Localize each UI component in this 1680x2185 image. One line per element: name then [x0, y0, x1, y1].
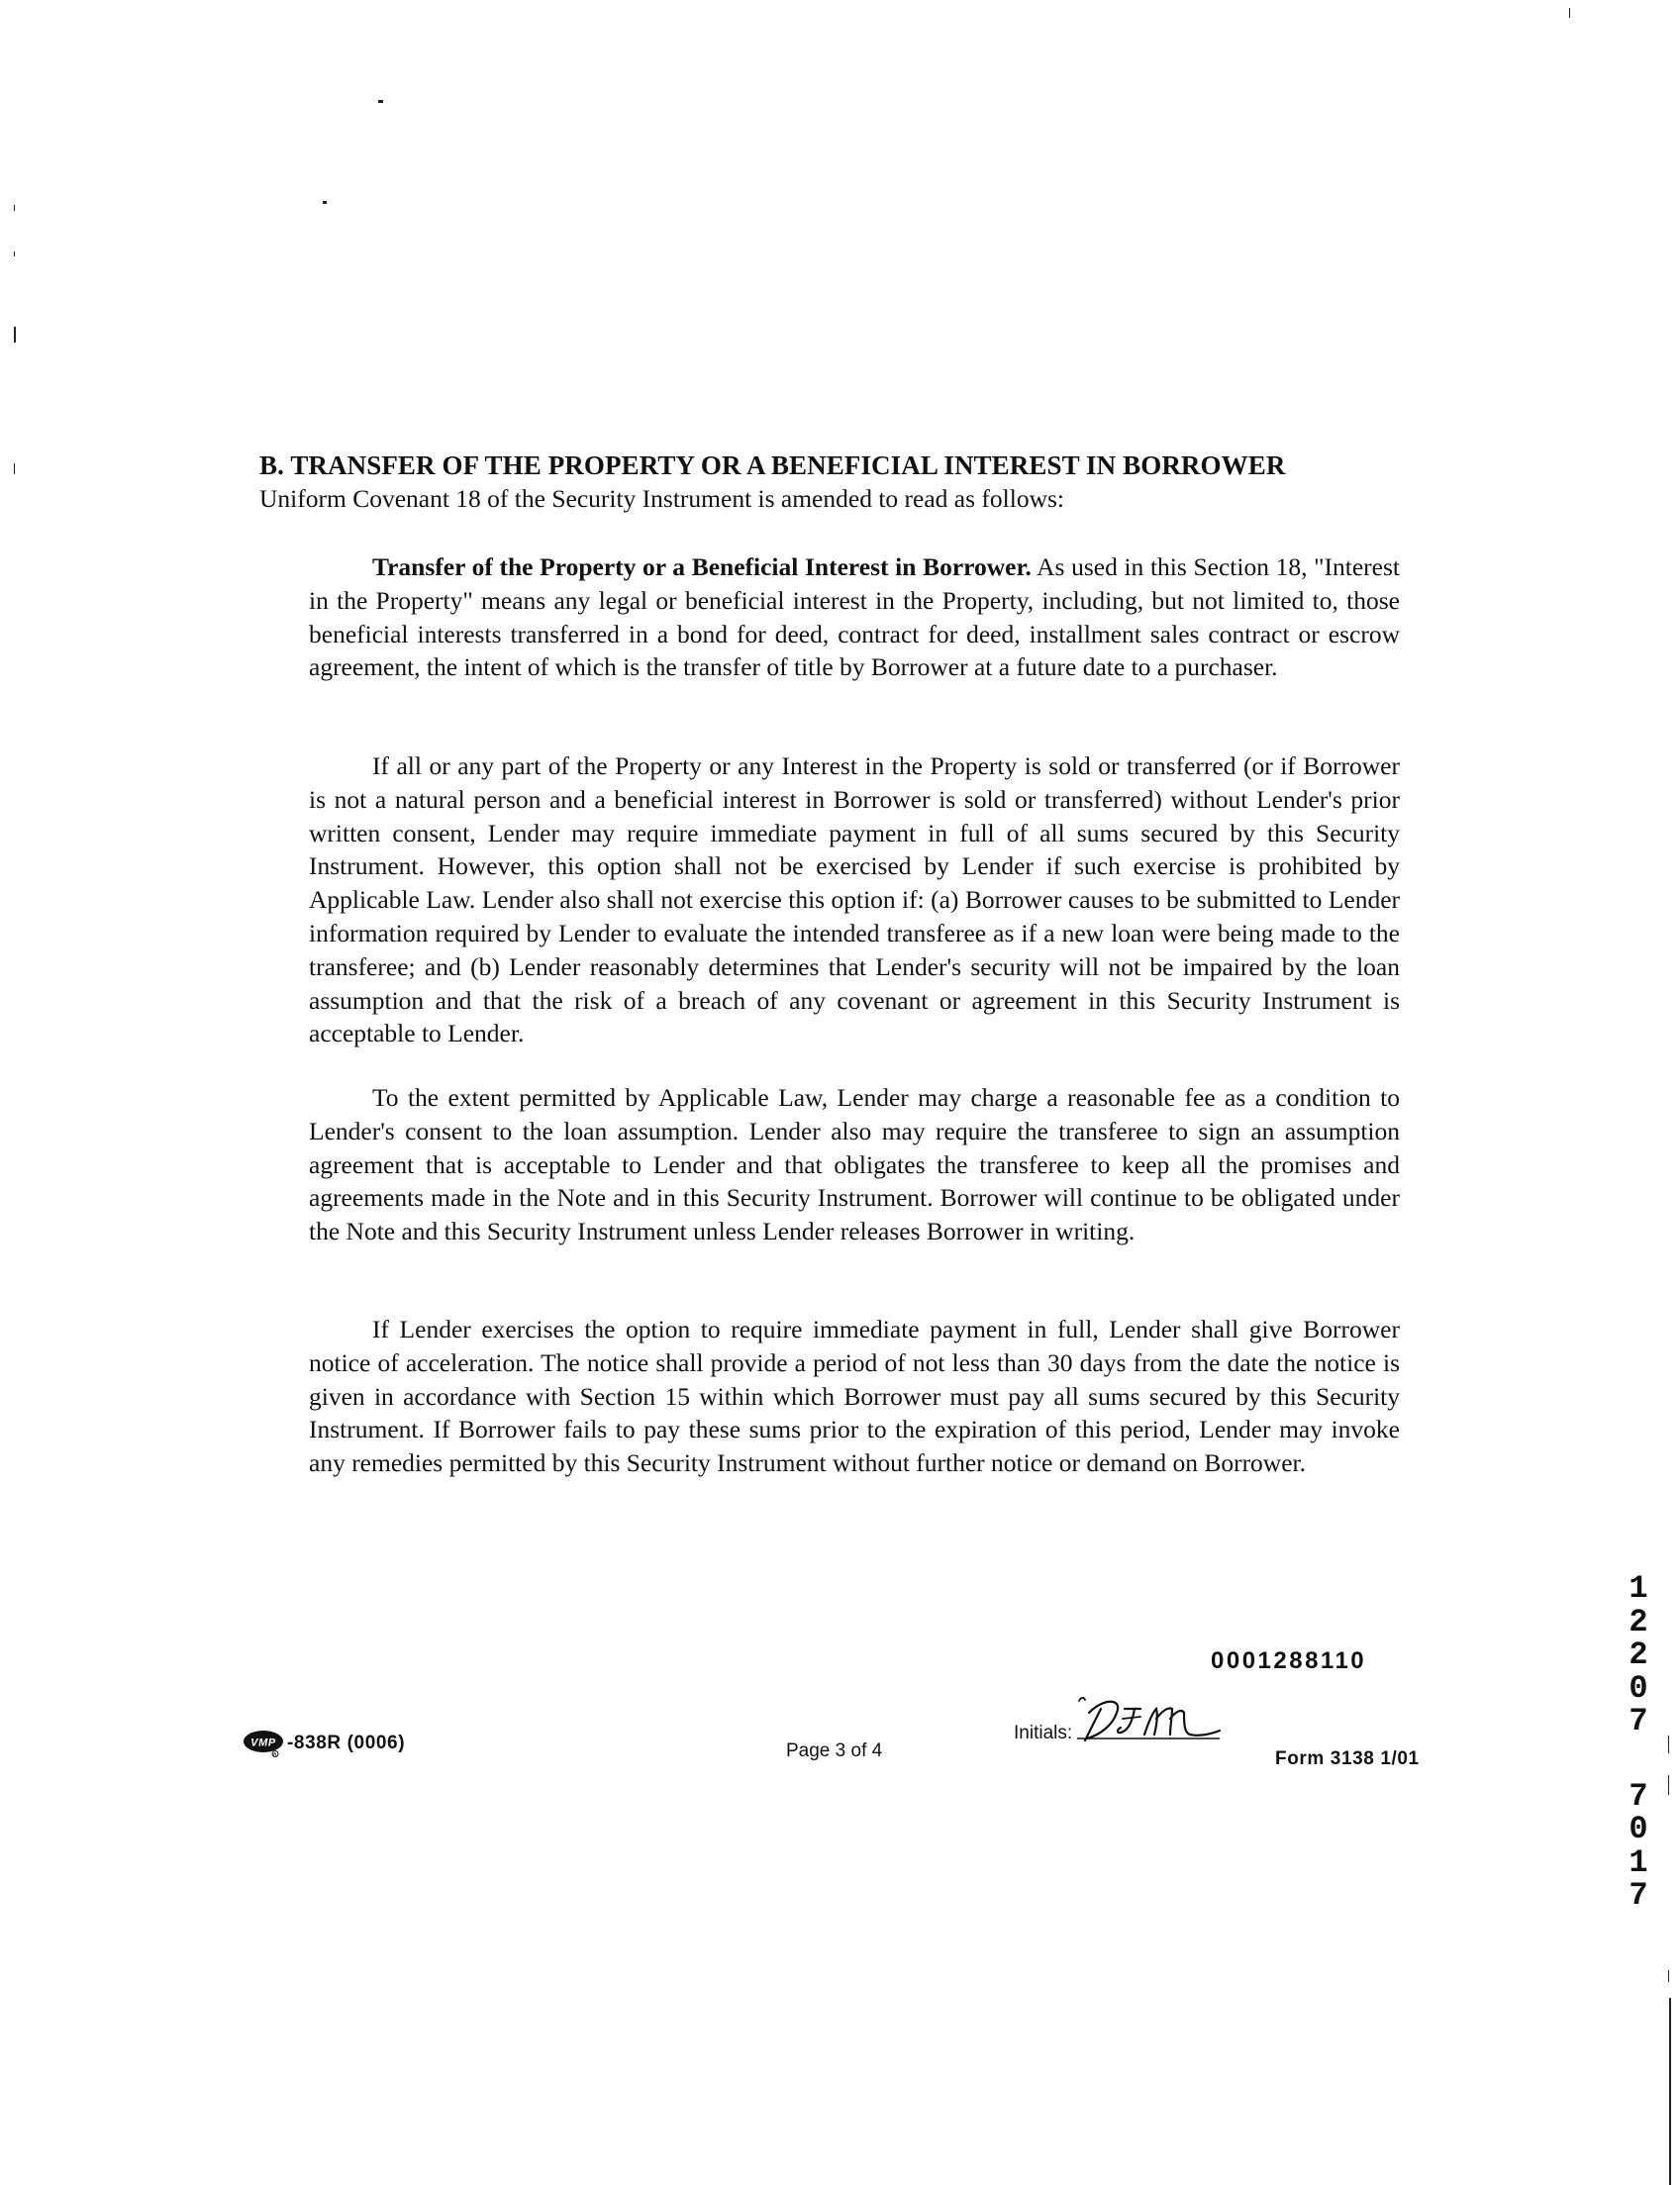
paragraph-transfer-definition [309, 550, 1400, 684]
form-code-text: -838R (0006) [287, 1733, 406, 1753]
margin-mark [14, 251, 15, 256]
stamp-digit: 0 [1629, 1669, 1648, 1707]
paragraph-assumption-fee: To the extent permitted by Applicable Law, Lender may charge a reasonable fee as a condition to Lender's consent to the loan assumption. Lender also may require the transferee to sign an assumption agreement that is acceptable to Lender and that obligates the transferee to keep all the promises and agreements made in the Note and in this Security Instrument. Borrower will continue to be obligated under the Note and this Security Instrument unless Lender releases Borrower in writing. [309, 1083, 1400, 1246]
stamp-gap [1624, 1738, 1653, 1780]
margin-mark [1668, 1736, 1669, 1753]
loan-number: 0001288110 [1211, 1647, 1367, 1674]
side-stamp [1624, 1572, 1653, 1913]
paragraph-lender-consent: If all or any part of the Property or any Interest in the Property is sold or transferred (or if Borrower is not a natural person and a beneficial interest in Borrower is sold or transferred) without Lender's prior written consent, Lender may require immediate payment in full of all sums secured by this Security Instrument. However, this option shall not be exercised by Lender if such exercise is prohibited by Applicable Law. Lender also shall not exercise this option if: (a) Borrower causes to be submitted to Lender information required by Lender to evaluate the intended transferee as if a new loan were being made to the transferee; and (b) Lender reasonably determines that Lender's security will not be impaired by the loan assumption and that the risk of a breach of any covenant or agreement in this Security Instrument is acceptable to Lender. [309, 751, 1400, 1048]
initials-label: Initials: [1014, 1723, 1073, 1743]
stamp-digit: 2 [1629, 1603, 1648, 1640]
stamp-digit: 2 [1629, 1637, 1648, 1673]
form-number: Form 3138 1/01 [1275, 1748, 1420, 1769]
scan-speck [323, 201, 327, 204]
paragraph-title: Transfer of the Property or a Beneficial Interest in Borrower. [372, 552, 1032, 581]
vmp-logo-icon [243, 1730, 286, 1757]
stamp-digit: 0 [1629, 1811, 1648, 1847]
page-number: Page 3 of 4 [786, 1740, 883, 1761]
form-code [243, 1730, 405, 1757]
margin-mark [1669, 1998, 1671, 2185]
margin-mark [14, 327, 16, 343]
section-intro: Uniform Covenant 18 of the Security Instrument is amended to read as follows: [259, 484, 1064, 513]
margin-mark [1668, 1775, 1669, 1795]
margin-mark [14, 205, 15, 211]
stamp-digit: 7 [1629, 1777, 1648, 1815]
stamp-digit: 1 [1629, 1843, 1648, 1881]
section-heading: B. TRANSFER OF THE PROPERTY OR A BENEFICIAL INTEREST IN BORROWER [259, 450, 1286, 480]
scan-speck [378, 100, 383, 103]
initials-signature [1075, 1683, 1243, 1752]
margin-mark [14, 463, 15, 474]
stamp-digit: 7 [1629, 1877, 1648, 1914]
margin-mark [1569, 8, 1570, 18]
stamp-digit: 1 [1629, 1570, 1648, 1607]
paragraph-acceleration-notice: If Lender exercises the option to require immediate payment in full, Lender shall give Borrower notice of acceleration. The notice shall provide a period of not less than 30 days from the date the notice is given in accordance with Section 15 within which Borrower must pay all sums secured by this Security Instrument. If Borrower fails to pay these sums prior to the expiration of this period, Lender may invoke any remedies permitted by this Security Instrument without further notice or demand on Borrower. [309, 1315, 1400, 1478]
paragraph-body: As used in this Section 18, "Interest in the Property" means any legal or beneficial interest in the Property, including, but not limited to, those beneficial interests transferred in a bond for deed, contract for deed, installment sales contract or escrow agreement, the intent of which is the transfer of title by Borrower at a future date to a purchaser. [309, 552, 1400, 682]
margin-mark [1668, 1970, 1669, 1982]
logo-text: VMP [250, 1737, 276, 1749]
svg-text:R: R [273, 1751, 277, 1757]
stamp-digit: 7 [1629, 1703, 1648, 1739]
initials-block [1014, 1683, 1241, 1762]
